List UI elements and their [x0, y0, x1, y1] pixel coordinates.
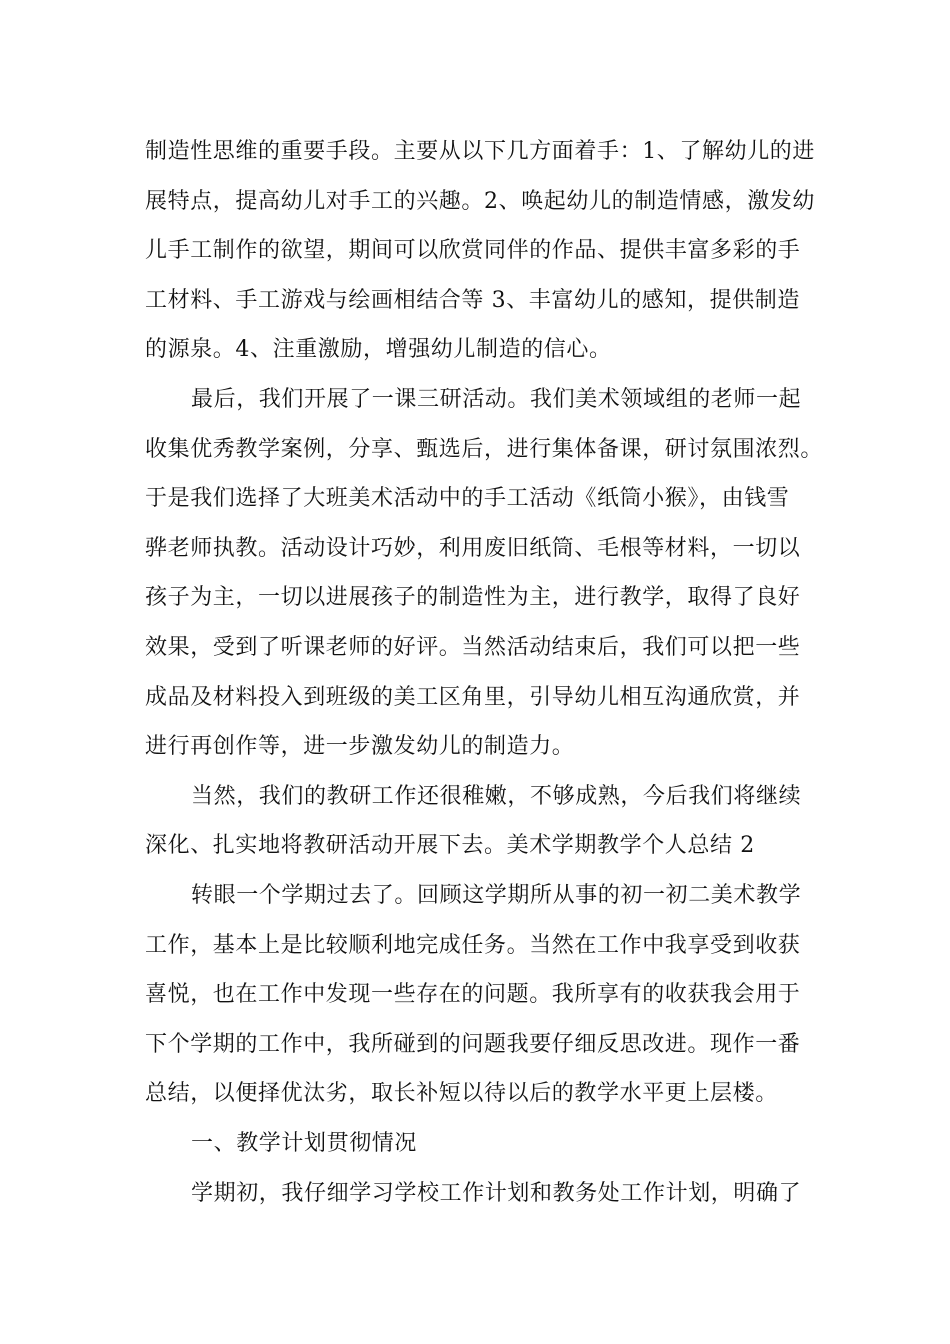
text-line: 儿手工制作的欲望，期间可以欣赏同伴的作品、提供丰富多彩的手 — [145, 238, 801, 263]
paragraph-first-line: 学期初，我仔细学习学校工作计划和教务处工作计划，明确了 — [191, 1181, 802, 1206]
text-line: 骅老师执教。活动设计巧妙，利用废旧纸筒、毛根等材料，一切以 — [145, 536, 801, 561]
text-line: 成品及材料投入到班级的美工区角里，引导幼儿相互沟通欣赏，并 — [145, 685, 801, 710]
text-line: 效果，受到了听课老师的好评。当然活动结束后，我们可以把一些 — [145, 635, 801, 660]
text-line: 工材料、手工游戏与绘画相结合等 3、丰富幼儿的感知，提供制造 — [145, 288, 800, 313]
text-line: 制造性思维的重要手段。主要从以下几方面着手：1、了解幼儿的进 — [145, 139, 815, 164]
text-line: 于是我们选择了大班美术活动中的手工活动《纸筒小猴》，由钱雪 — [145, 486, 790, 511]
text-line: 深化、扎实地将教研活动开展下去。美术学期教学个人总结 2 — [145, 833, 755, 858]
paragraph-first-line: 当然，我们的教研工作还很稚嫩，不够成熟，今后我们将继续 — [191, 784, 802, 809]
paragraph-first-line: 最后，我们开展了一课三研活动。我们美术领域组的老师一起 — [191, 387, 802, 412]
text-line: 总结，以便择优汰劣，取长补短以待以后的教学水平更上层楼。 — [145, 1081, 778, 1106]
text-line: 的源泉。4、注重激励，增强幼儿制造的信心。 — [145, 337, 612, 362]
text-line: 展特点，提高幼儿对手工的兴趣。2、唤起幼儿的制造情感，激发幼 — [145, 189, 815, 214]
text-line: 收集优秀教学案例，分享、甄选后，进行集体备课，研讨氛围浓烈。 — [145, 437, 824, 462]
text-line: 下个学期的工作中，我所碰到的问题我要仔细反思改进。现作一番 — [145, 1032, 801, 1057]
text-line: 孩子为主，一切以进展孩子的制造性为主，进行教学，取得了良好 — [145, 585, 801, 610]
paragraph-first-line: 转眼一个学期过去了。回顾这学期所从事的初一初二美术教学 — [191, 883, 802, 908]
text-line: 喜悦，也在工作中发现一些存在的问题。我所享有的收获我会用于 — [145, 982, 801, 1007]
text-line: 工作，基本上是比较顺利地完成任务。当然在工作中我享受到收获 — [145, 933, 801, 958]
text-line: 进行再创作等，进一步激发幼儿的制造力。 — [145, 734, 575, 759]
section-heading: 一、教学计划贯彻情况 — [191, 1131, 418, 1156]
